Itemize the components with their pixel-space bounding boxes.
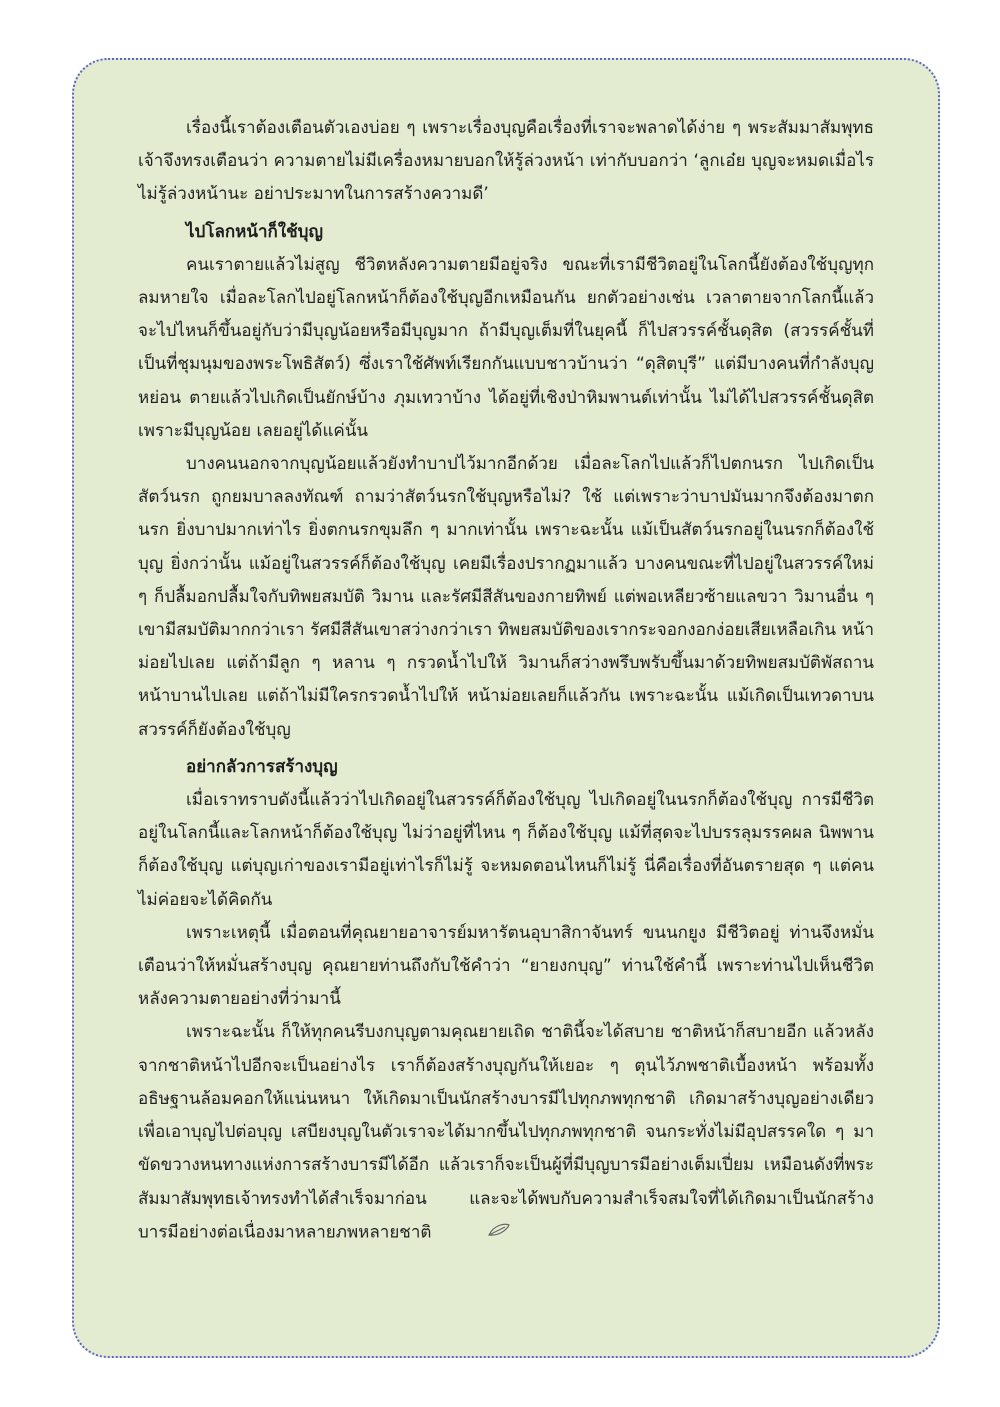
section-heading-next-world: ไปโลกหน้าก็ใช้บุญ <box>186 221 323 242</box>
section1-paragraph-2: บางคนนอกจากบุญน้อยแล้วยังทำบาปไว้มากอีกด้วย เมื่อละโลกไปแล้วก็ไปตกนรก ไปเกิดเป็นสัตว์นรก ถูกยมบาลลงทัณฑ์ ถามว่าสัตว์นรกใช้บุญหรือไม่? ใช้ แต่เพราะว่าบาปมันมากจึงต้องมาตกนรก ยิ่งบาปมากเท่าไร ยิ่งตกนรกขุมลึก ๆ มากเท่านั้น เพราะฉะนั้น แม้เป็นสัตว์นรกอยู่ในนรกก็ต้องใช้บุญ ยิ่งกว่านั้น แม้อยู่ในสวรรค์ก็ต้องใช้บุญ เคยมีเรื่องปรากฏมาแล้ว บางคนขณะที่ไปอยู่ในสวรรค์ใหม่ ๆ ก็ปลื้มอกปลื้มใจกับทิพยสมบัติ วิมาน และรัศมีสีสันของกายทิพย์ แต่พอเหลียวซ้ายแลขวา วิมานอื่น ๆ เขามีสมบัติมากกว่าเรา รัศมีสีสันเขาสว่างกว่าเรา ทิพยสมบัติของเรากระจอกงอกง่อยเสียเหลือเกิน หน้าม่อยไปเลย แต่ถ้ามีลูก ๆ หลาน ๆ กรวดน้ำไปให้ วิมานก็สว่างพรึบพรับขึ้นมาด้วยทิพยสมบัติพัสถาน หน้าบานไปเลย แต่ถ้าไม่มีใครกรวดน้ำไปให้ หน้าม่อยเลยก็แล้วกัน เพราะฉะนั้น แม้เกิดเป็นเทวดาบนสวรรค์ก็ยังต้องใช้บุญ <box>138 454 874 740</box>
article-body <box>138 112 874 1250</box>
section2-paragraph-1: เมื่อเราทราบดังนี้แล้วว่าไปเกิดอยู่ในสวรรค์ก็ต้องใช้บุญ ไปเกิดอยู่ในนรกก็ต้องใช้บุญ การมีชีวิตอยู่ในโลกนี้และโลกหน้าก็ต้องใช้บุญ ไม่ว่าอยู่ที่ไหน ๆ ก็ต้องใช้บุญ แม้ที่สุดจะไปบรรลุมรรคผล นิพพาน ก็ต้องใช้บุญ แต่บุญเก่าของเรามีอยู่เท่าไรก็ไม่รู้ จะหมดตอนไหนก็ไม่รู้ นี่คือเรื่องที่อันตรายสุด ๆ แต่คนไม่ค่อยจะได้คิดกัน <box>138 790 874 910</box>
leaf-icon <box>439 1216 511 1249</box>
intro-paragraph: เรื่องนี้เราต้องเตือนตัวเองบ่อย ๆ เพราะเรื่องบุญคือเรื่องที่เราจะพลาดได้ง่าย ๆ พระสัมมาสัมพุทธเจ้าจึงทรงเตือนว่า ความตายไม่มีเครื่องหมายบอกให้รู้ล่วงหน้า เท่ากับบอกว่า ‘ลูกเอ๋ย บุญจะหมดเมื่อไรไม่รู้ล่วงหน้านะ อย่าประมาทในการสร้างความดี’ <box>138 118 874 205</box>
section1-paragraph-1: คนเราตายแล้วไม่สูญ ชีวิตหลังความตายมีอยู่จริง ขณะที่เรามีชีวิตอยู่ในโลกนี้ยังต้องใช้บุญทุกลมหายใจ เมื่อละโลกไปอยู่โลกหน้าก็ต้องใช้บุญอีกเหมือนกัน ยกตัวอย่างเช่น เวลาตายจากโลกนี้แล้ว จะไปไหนก็ขึ้นอยู่กับว่ามีบุญน้อยหรือมีบุญมาก ถ้ามีบุญเต็มที่ในยุคนี้ ก็ไปสวรรค์ชั้นดุสิต (สวรรค์ชั้นที่เป็นที่ชุมนุมของพระโพธิสัตว์) ซึ่งเราใช้ศัพท์เรียกกันแบบชาวบ้านว่า “ดุสิตบุรี” แต่มีบางคนที่กำลังบุญหย่อน ตายแล้วไปเกิดเป็นยักษ์บ้าง ภุมเทวาบ้าง ได้อยู่ที่เชิงป่าหิมพานต์เท่านั้น ไม่ได้ไปสวรรค์ชั้นดุสิต เพราะมีบุญน้อย เลยอยู่ได้แค่นั้น <box>138 254 874 441</box>
section2-paragraph-3 <box>138 1016 874 1249</box>
section2-paragraph-3-text: เพราะฉะนั้น ก็ให้ทุกคนรีบงกบุญตามคุณยายเถิด ชาตินี้จะได้สบาย ชาติหน้าก็สบายอีก แล้วหลังจากชาติหน้าไปอีกจะเป็นอย่างไร เราก็ต้องสร้างบุญกันให้เยอะ ๆ ตุนไว้ภพชาติเบื้องหน้า พร้อมทั้งอธิษฐานล้อมคอกให้แน่นหนา ให้เกิดมาเป็นนักสร้างบารมีไปทุกภพทุกชาติ เกิดมาสร้างบุญอย่างเดียว เพื่อเอาบุญไปต่อบุญ เสบียงบุญในตัวเราจะได้มากขึ้นไปทุกภพทุกชาติ จนกระทั่งไม่มีอุปสรรคใด ๆ มาขัดขวางหนทางแห่งการสร้างบารมีได้อีก แล้วเราก็จะเป็นผู้ที่มีบุญบารมีอย่างเต็มเปี่ยม เหมือนดังที่พระสัมมาสัมพุทธเจ้าทรงทำได้สำเร็จมาก่อน และจะได้พบกับความสำเร็จสมใจที่ได้เกิดมาเป็นนักสร้างบารมีอย่างต่อเนื่องมาหลายภพหลายชาติ <box>138 1022 874 1243</box>
section-heading-dont-fear-merit: อย่ากลัวการสร้างบุญ <box>186 756 338 777</box>
section2-paragraph-2: เพราะเหตุนี้ เมื่อตอนที่คุณยายอาจารย์มหารัตนอุบาสิกาจันทร์ ขนนกยูง มีชีวิตอยู่ ท่านจึงหมั่นเตือนว่าให้หมั่นสร้างบุญ คุณยายท่านถึงกับใช้คำว่า “ยายงกบุญ” ท่านใช้คำนี้ เพราะท่านไปเห็นชีวิตหลังความตายอย่างที่ว่ามานี้ <box>138 922 874 1010</box>
